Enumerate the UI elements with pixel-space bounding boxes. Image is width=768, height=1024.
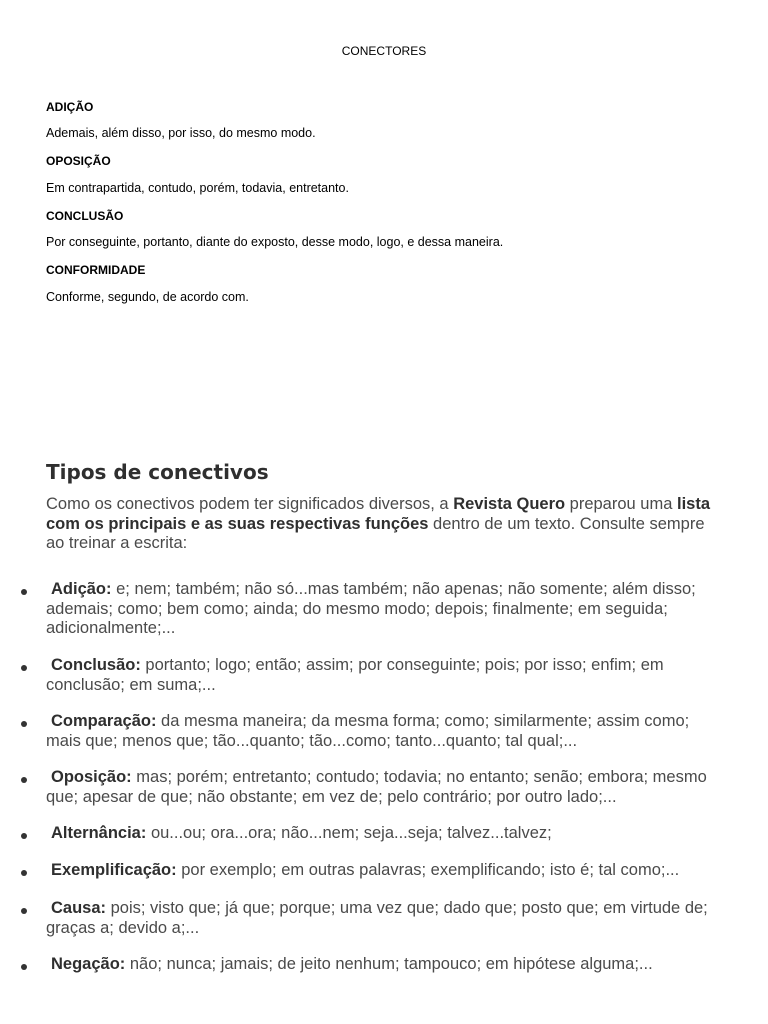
intro-bold-list: lista com os principais e as suas respectivas funções: [46, 495, 711, 533]
item-term: Exemplificação:: [51, 861, 177, 879]
document-title: CONECTORES: [341, 44, 427, 58]
item-term: Negação:: [51, 955, 126, 973]
list-item-negacao: [46, 955, 726, 975]
bullet-icon: [21, 665, 27, 671]
item-text: ou...ou; ora...ora; não...nem; seja...seja; talvez...talvez;: [146, 824, 552, 842]
item-term: Oposição:: [51, 768, 132, 786]
list-item-comparacao: [46, 712, 726, 751]
item-term: Comparação:: [51, 712, 157, 730]
item-text: portanto; logo; então; assim; por conseguinte; pois; por isso; enfim; em conclusão; em suma;...: [46, 656, 664, 694]
item-term: Conclusão:: [51, 656, 141, 674]
bullet-icon: [21, 908, 27, 914]
section-heading-adicao: ADIÇÃO: [46, 100, 94, 114]
intro-text-1: Como os conectivos podem ter significados diversos, a: [46, 495, 454, 513]
bullet-icon: [21, 589, 27, 595]
list-item-causa: [46, 899, 726, 938]
item-text: por exemplo; em outras palavras; exemplificando; isto é; tal como;...: [176, 861, 680, 879]
intro-text-3: dentro de um texto. Consulte sempre ao treinar a escrita:: [46, 514, 705, 552]
section-heading-conclusao: CONCLUSÃO: [46, 209, 124, 223]
bullet-icon: [21, 833, 27, 839]
item-term: Alternância:: [51, 824, 147, 842]
article-heading: Tipos de conectivos: [46, 460, 269, 484]
section-heading-conformidade: CONFORMIDADE: [46, 263, 146, 277]
list-item-exemplificacao: [46, 861, 726, 881]
section-text-conclusao: Por conseguinte, portanto, diante do exposto, desse modo, logo, e dessa maneira.: [46, 235, 504, 249]
list-item-oposicao: [46, 768, 726, 807]
list-item-alternancia: [46, 824, 726, 844]
item-text: não; nunca; jamais; de jeito nenhum; tampouco; em hipótese alguma;...: [125, 955, 653, 973]
item-term: Causa:: [51, 899, 107, 917]
article-intro: [46, 495, 726, 554]
bullet-icon: [21, 870, 27, 876]
list-item-conclusao: [46, 656, 726, 695]
section-text-conformidade: Conforme, segundo, de acordo com.: [46, 290, 249, 304]
section-text-oposicao: Em contrapartida, contudo, porém, todavia, entretanto.: [46, 181, 349, 195]
intro-text-2: preparou uma: [565, 495, 677, 513]
section-text-adicao: Ademais, além disso, por isso, do mesmo modo.: [46, 126, 316, 140]
bullet-icon: [21, 777, 27, 783]
bullet-icon: [21, 964, 27, 970]
item-text: mas; porém; entretanto; contudo; todavia; no entanto; senão; embora; mesmo que; apesar de que; não obstante; em vez de; pelo contrário; por outro lado;...: [46, 768, 707, 806]
section-heading-oposicao: OPOSIÇÃO: [46, 154, 111, 168]
item-text: da mesma maneira; da mesma forma; como; similarmente; assim como; mais que; menos que; tão...quanto; tão...como; tanto...quanto; tal qual;...: [46, 712, 690, 750]
item-term: Adição:: [51, 580, 112, 598]
item-text: pois; visto que; já que; porque; uma vez que; dado que; posto que; em virtude de; graças a; devido a;...: [46, 899, 708, 937]
bullet-icon: [21, 721, 27, 727]
item-text: e; nem; também; não só...mas também; não apenas; não somente; além disso; ademais; como; bem como; ainda; do mesmo modo; depois; finalmente; em seguida; adicionalmente;...: [46, 580, 696, 637]
intro-bold-source: Revista Quero: [453, 495, 566, 513]
list-item-adicao: [46, 580, 726, 639]
